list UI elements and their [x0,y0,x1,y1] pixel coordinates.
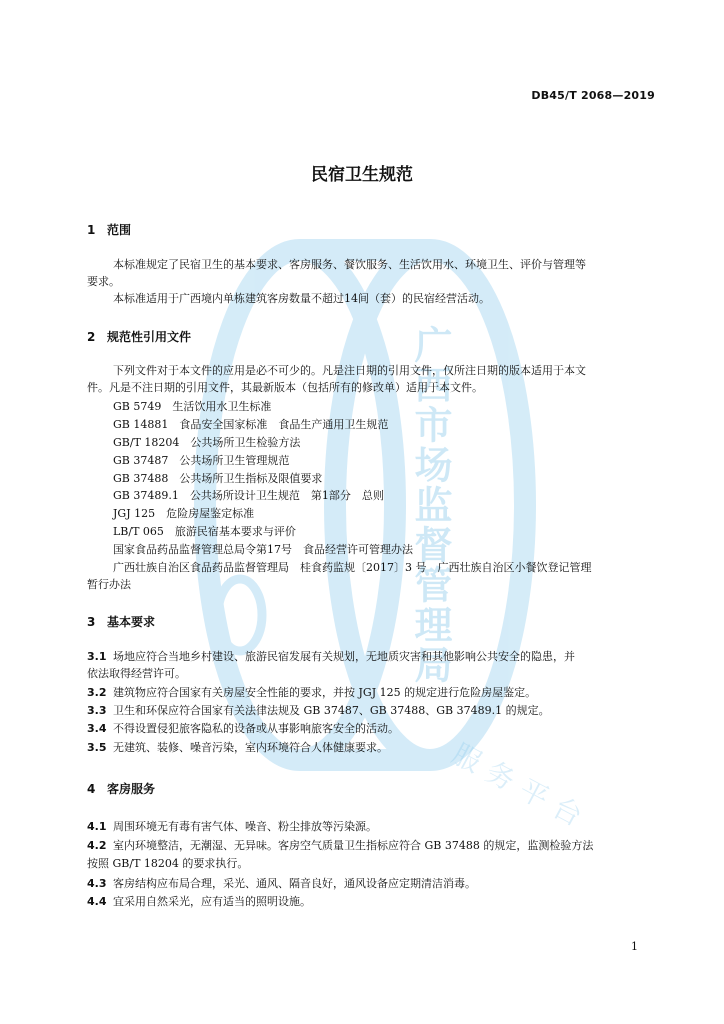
clause-number: 4.3 [87,877,107,890]
section-number: 4 [87,782,96,796]
clause-text: 周围环境无有毒有害气体、噪音、粉尘排放等污染源。 [113,820,377,833]
scope-paragraph-1-cont: 要求。 [87,275,120,288]
clause-number: 4.1 [87,820,107,833]
section-number: 1 [87,223,96,237]
scope-paragraph-1: 本标准规定了民宿卫生的基本要求、客房服务、餐饮服务、生活饮用水、环境卫生、评价与管理等 [113,258,586,271]
reference-item-cont: 暂行办法 [87,578,131,591]
section-title: 客房服务 [107,782,156,796]
clause-4-2 [87,838,593,854]
clause-number: 4.2 [87,839,107,852]
clause-4-3 [87,876,476,892]
clause-3-3 [87,703,550,719]
clause-number: 3.4 [87,722,107,735]
clause-text: 无建筑、装修、噪音污染，室内环境符合人体健康要求。 [113,741,388,754]
section-number: 3 [87,615,96,629]
reference-item: GB 37487 公共场所卫生管理规范 [113,454,290,467]
section-title: 范围 [107,223,132,237]
clause-4-2-cont: 按照 GB/T 18204 的要求执行。 [87,857,249,870]
document-title: 民宿卫生规范 [311,165,413,185]
diagonal-watermark-text: 服务平台 [446,737,597,838]
section-heading-basic-requirements [87,613,155,630]
section-title: 规范性引用文件 [107,330,192,344]
section-heading-references [87,328,191,345]
reference-item: GB 37488 公共场所卫生指标及限值要求 [113,472,323,485]
reference-item: JGJ 125 危险房屋鉴定标准 [113,507,255,520]
clause-text: 建筑物应符合国家有关房屋安全性能的要求，并按 JGJ 125 的规定进行危险房屋鉴定。 [113,686,537,699]
clause-3-2 [87,685,536,701]
reference-item: 广西壮族自治区食品药品监督管理局 桂食药监规〔2017〕3 号 广西壮族自治区小餐饮登记管理 [113,561,592,574]
clause-3-5 [87,740,388,756]
clause-number: 3.2 [87,686,107,699]
section-heading-room-service [87,780,155,797]
clause-text: 宜采用自然采光，应有适当的照明设施。 [113,895,311,908]
references-intro-cont: 件。凡是不注日期的引用文件，其最新版本（包括所有的修改单）适用于本文件。 [87,381,483,394]
stamp-text-vertical: 广西市场监督管理局 [408,325,452,685]
clause-number: 3.3 [87,704,107,717]
section-number: 2 [87,330,96,344]
reference-item: 国家食品药品监督管理总局令第17号 食品经营许可管理办法 [113,543,413,556]
section-heading-scope [87,221,131,238]
clause-text: 客房结构应布局合理，采光、通风、隔音良好，通风设备应定期清洁消毒。 [113,877,476,890]
clause-text: 室内环境整洁，无潮湿、无异味。客房空气质量卫生指标应符合 GB 37488 的规定，监测检验方法 [113,839,594,852]
section-title: 基本要求 [107,615,156,629]
clause-4-1 [87,819,377,835]
clause-number: 3.5 [87,741,107,754]
reference-item: GB 5749 生活饮用水卫生标准 [113,400,272,413]
reference-item: GB 37489.1 公共场所设计卫生规范 第1部分 总则 [113,489,384,502]
page-number: 1 [631,940,638,953]
clause-text: 卫生和环保应符合国家有关法律法规及 GB 37487、GB 37488、GB 37489.1 的规定。 [113,704,550,717]
document-number: DB45/T 2068—2019 [531,89,655,102]
reference-item: LB/T 065 旅游民宿基本要求与评价 [113,525,296,538]
clause-text: 不得设置侵犯旅客隐私的设备或从事影响旅客安全的活动。 [113,722,399,735]
clause-3-1 [87,649,575,665]
reference-item: GB/T 18204 公共场所卫生检验方法 [113,436,301,449]
references-intro: 下列文件对于本文件的应用是必不可少的。凡是注日期的引用文件，仅所注日期的版本适用于本文 [113,364,586,377]
clause-text: 场地应符合当地乡村建设、旅游民宿发展有关规划，无地质灾害和其他影响公共安全的隐患，并 [113,650,575,663]
clause-4-4 [87,894,311,910]
clause-3-1-cont: 依法取得经营许可。 [87,667,186,680]
clause-number: 3.1 [87,650,107,663]
scope-paragraph-2: 本标准适用于广西境内单栋建筑客房数量不超过14间（套）的民宿经营活动。 [113,292,490,305]
clause-number: 4.4 [87,895,107,908]
reference-item: GB 14881 食品安全国家标准 食品生产通用卫生规范 [113,418,389,431]
clause-3-4 [87,721,399,737]
